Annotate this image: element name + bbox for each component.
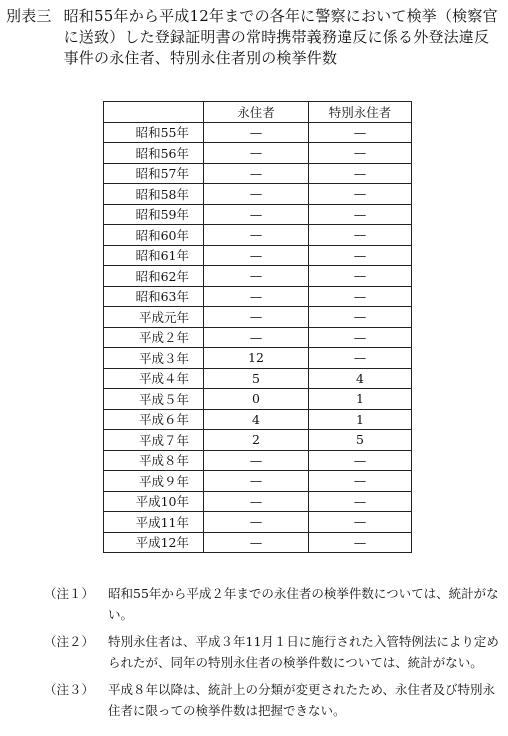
eiju-cell: — bbox=[204, 286, 309, 307]
year-cell: 平成９年 bbox=[104, 471, 204, 492]
tokubetsu-cell: 1 bbox=[309, 409, 412, 430]
tokubetsu-cell: 4 bbox=[309, 368, 412, 389]
year-cell: 昭和59年 bbox=[104, 204, 204, 225]
table-row bbox=[104, 430, 412, 451]
year-cell: 平成元年 bbox=[104, 307, 204, 328]
tokubetsu-cell: — bbox=[309, 512, 412, 533]
note-item bbox=[44, 631, 504, 673]
tokubetsu-cell: 1 bbox=[309, 389, 412, 410]
table-body bbox=[104, 122, 412, 553]
tokubetsu-cell: — bbox=[309, 327, 412, 348]
eiju-cell: — bbox=[204, 143, 309, 164]
table-row bbox=[104, 204, 412, 225]
table-row bbox=[104, 266, 412, 287]
year-cell: 平成11年 bbox=[104, 512, 204, 533]
eiju-cell: — bbox=[204, 512, 309, 533]
tokubetsu-cell: — bbox=[309, 286, 412, 307]
table-row bbox=[104, 409, 412, 430]
eiju-cell: — bbox=[204, 307, 309, 328]
tokubetsu-cell: — bbox=[309, 491, 412, 512]
title-label: 別表三 bbox=[6, 7, 52, 25]
eiju-cell: — bbox=[204, 225, 309, 246]
note-item bbox=[44, 583, 504, 625]
year-cell: 昭和61年 bbox=[104, 245, 204, 266]
title-text: 昭和55年から平成12年までの各年に警察において検挙（検察官に送致）した登録証明書の常時携帯義務違反に係る外登法違反事件の永住者、特別永住者別の検挙件数 bbox=[63, 7, 498, 67]
eiju-cell: — bbox=[204, 184, 309, 205]
tokubetsu-cell: — bbox=[309, 348, 412, 369]
year-cell: 昭和58年 bbox=[104, 184, 204, 205]
year-cell: 平成３年 bbox=[104, 348, 204, 369]
year-cell: 平成５年 bbox=[104, 389, 204, 410]
table-row bbox=[104, 348, 412, 369]
year-cell: 昭和56年 bbox=[104, 143, 204, 164]
header-eiju: 永住者 bbox=[204, 102, 309, 123]
year-cell: 昭和60年 bbox=[104, 225, 204, 246]
year-cell: 平成２年 bbox=[104, 327, 204, 348]
table-row bbox=[104, 512, 412, 533]
eiju-cell: — bbox=[204, 163, 309, 184]
note-label: （注１） bbox=[44, 586, 95, 601]
tokubetsu-cell: 5 bbox=[309, 430, 412, 451]
table-row bbox=[104, 327, 412, 348]
eiju-cell: 2 bbox=[204, 430, 309, 451]
document-title bbox=[6, 6, 502, 69]
table-row bbox=[104, 286, 412, 307]
year-cell: 平成12年 bbox=[104, 532, 204, 553]
tokubetsu-cell: — bbox=[309, 532, 412, 553]
eiju-cell: — bbox=[204, 122, 309, 143]
eiju-cell: 12 bbox=[204, 348, 309, 369]
table-row bbox=[104, 471, 412, 492]
header-year bbox=[104, 102, 204, 123]
table-header-row bbox=[104, 102, 412, 123]
note-text: 平成８年以降は、統計上の分類が変更されたため、永住者及び特別永住者に限っての検挙件数は把握できない。 bbox=[108, 682, 496, 718]
header-tokubetsu: 特別永住者 bbox=[309, 102, 412, 123]
arrest-count-table bbox=[103, 101, 412, 553]
year-cell: 平成６年 bbox=[104, 409, 204, 430]
note-item bbox=[44, 679, 504, 721]
table-row bbox=[104, 143, 412, 164]
table-row bbox=[104, 491, 412, 512]
tokubetsu-cell: — bbox=[309, 225, 412, 246]
tokubetsu-cell: — bbox=[309, 184, 412, 205]
year-cell: 昭和55年 bbox=[104, 122, 204, 143]
year-cell: 昭和62年 bbox=[104, 266, 204, 287]
year-cell: 平成７年 bbox=[104, 430, 204, 451]
note-text: 特別永住者は、平成３年11月１日に施行された入管特例法により定められたが、同年の特別永住者の検挙件数については、統計がない。 bbox=[108, 634, 499, 670]
table-row bbox=[104, 389, 412, 410]
eiju-cell: — bbox=[204, 532, 309, 553]
note-label: （注２） bbox=[44, 634, 95, 649]
tokubetsu-cell: — bbox=[309, 122, 412, 143]
table-row bbox=[104, 163, 412, 184]
tokubetsu-cell: — bbox=[309, 204, 412, 225]
eiju-cell: 5 bbox=[204, 368, 309, 389]
tokubetsu-cell: — bbox=[309, 471, 412, 492]
table-row bbox=[104, 184, 412, 205]
year-cell: 昭和63年 bbox=[104, 286, 204, 307]
notes-section bbox=[44, 583, 504, 727]
tokubetsu-cell: — bbox=[309, 266, 412, 287]
eiju-cell: 0 bbox=[204, 389, 309, 410]
table-row bbox=[104, 450, 412, 471]
year-cell: 平成４年 bbox=[104, 368, 204, 389]
note-label: （注３） bbox=[44, 682, 95, 697]
tokubetsu-cell: — bbox=[309, 163, 412, 184]
table-row bbox=[104, 532, 412, 553]
tokubetsu-cell: — bbox=[309, 450, 412, 471]
note-text: 昭和55年から平成２年までの永住者の検挙件数については、統計がない。 bbox=[108, 586, 499, 622]
eiju-cell: — bbox=[204, 245, 309, 266]
eiju-cell: — bbox=[204, 327, 309, 348]
year-cell: 平成８年 bbox=[104, 450, 204, 471]
table-row bbox=[104, 307, 412, 328]
year-cell: 昭和57年 bbox=[104, 163, 204, 184]
eiju-cell: — bbox=[204, 471, 309, 492]
tokubetsu-cell: — bbox=[309, 245, 412, 266]
year-cell: 平成10年 bbox=[104, 491, 204, 512]
tokubetsu-cell: — bbox=[309, 143, 412, 164]
eiju-cell: — bbox=[204, 266, 309, 287]
tokubetsu-cell: — bbox=[309, 307, 412, 328]
table-row bbox=[104, 225, 412, 246]
eiju-cell: — bbox=[204, 491, 309, 512]
eiju-cell: — bbox=[204, 204, 309, 225]
table-row bbox=[104, 122, 412, 143]
eiju-cell: 4 bbox=[204, 409, 309, 430]
eiju-cell: — bbox=[204, 450, 309, 471]
table-row bbox=[104, 368, 412, 389]
table-row bbox=[104, 245, 412, 266]
